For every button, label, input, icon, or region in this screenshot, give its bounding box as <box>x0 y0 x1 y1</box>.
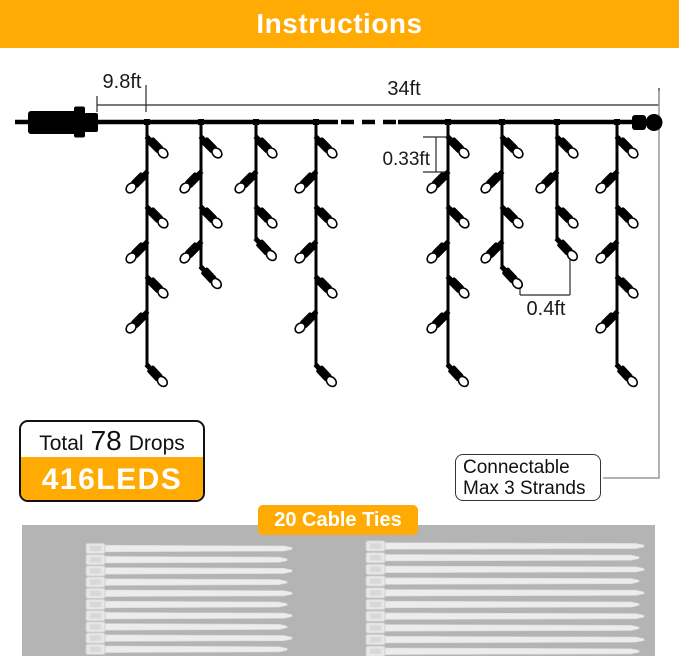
total-drops-box <box>19 420 205 502</box>
cable-tie <box>86 566 292 576</box>
drops-count: 78 <box>90 425 122 456</box>
cable-ties-panel <box>22 525 655 656</box>
light-drop <box>178 119 224 291</box>
page-title: Instructions <box>256 8 423 39</box>
cable-tie <box>366 576 639 586</box>
led-bulb <box>197 263 223 290</box>
led-bulb <box>143 361 169 388</box>
cable-tie <box>366 623 639 633</box>
light-drop <box>479 119 525 291</box>
drops-label: Drops <box>128 432 185 455</box>
plug-body <box>28 111 79 134</box>
cable-tie <box>86 611 292 621</box>
light-drop <box>233 119 279 263</box>
light-drop <box>293 119 339 389</box>
cable-tie <box>86 555 287 565</box>
cable-tie <box>86 622 287 632</box>
led-bulb <box>613 361 639 388</box>
cable-ties-image <box>22 525 655 656</box>
cable-tie <box>366 611 644 621</box>
cable-tie <box>86 633 292 643</box>
connectable-line1: Connectable <box>463 457 570 478</box>
end-connector-neck <box>632 115 646 130</box>
cable-tie <box>86 599 287 609</box>
led-bulb <box>252 235 278 262</box>
end-connector-cap <box>646 114 663 131</box>
light-drop <box>124 119 170 389</box>
cable-tie <box>366 541 644 551</box>
led-bulb <box>553 235 579 262</box>
light-drop <box>425 119 471 389</box>
led-bulb <box>444 361 470 388</box>
led-bulb <box>312 361 338 388</box>
total-label: Total <box>39 432 84 455</box>
cable-tie <box>366 564 644 574</box>
plug-neck <box>84 113 98 132</box>
end-connector <box>632 114 663 131</box>
leds-count: 416LEDS <box>21 457 203 502</box>
total-drops-row <box>21 422 203 457</box>
cable-tie <box>86 543 292 553</box>
cable-tie <box>86 577 287 587</box>
total-length-label: 34ft <box>387 78 421 100</box>
cable-tie <box>366 634 644 644</box>
cable-tie <box>86 588 292 598</box>
light-drop <box>594 119 640 389</box>
connectable-note <box>455 454 601 501</box>
drop-spacing-label: 0.4ft <box>526 298 566 320</box>
power-plug <box>28 107 98 138</box>
light-drop <box>534 119 580 263</box>
led-bulb <box>498 263 524 290</box>
cable-tie <box>366 553 639 563</box>
plug-collar <box>74 107 85 138</box>
cable-tie <box>366 599 639 609</box>
cable-tie <box>366 588 644 598</box>
cable-tie <box>86 644 287 654</box>
bulb-spacing-label: 0.33ft <box>382 149 430 170</box>
lead-length-label: 9.8ft <box>102 71 142 93</box>
cable-ties-badge: 20 Cable Ties <box>258 505 418 535</box>
connectable-line2: Max 3 Strands <box>463 478 586 499</box>
cable-tie <box>366 646 639 656</box>
